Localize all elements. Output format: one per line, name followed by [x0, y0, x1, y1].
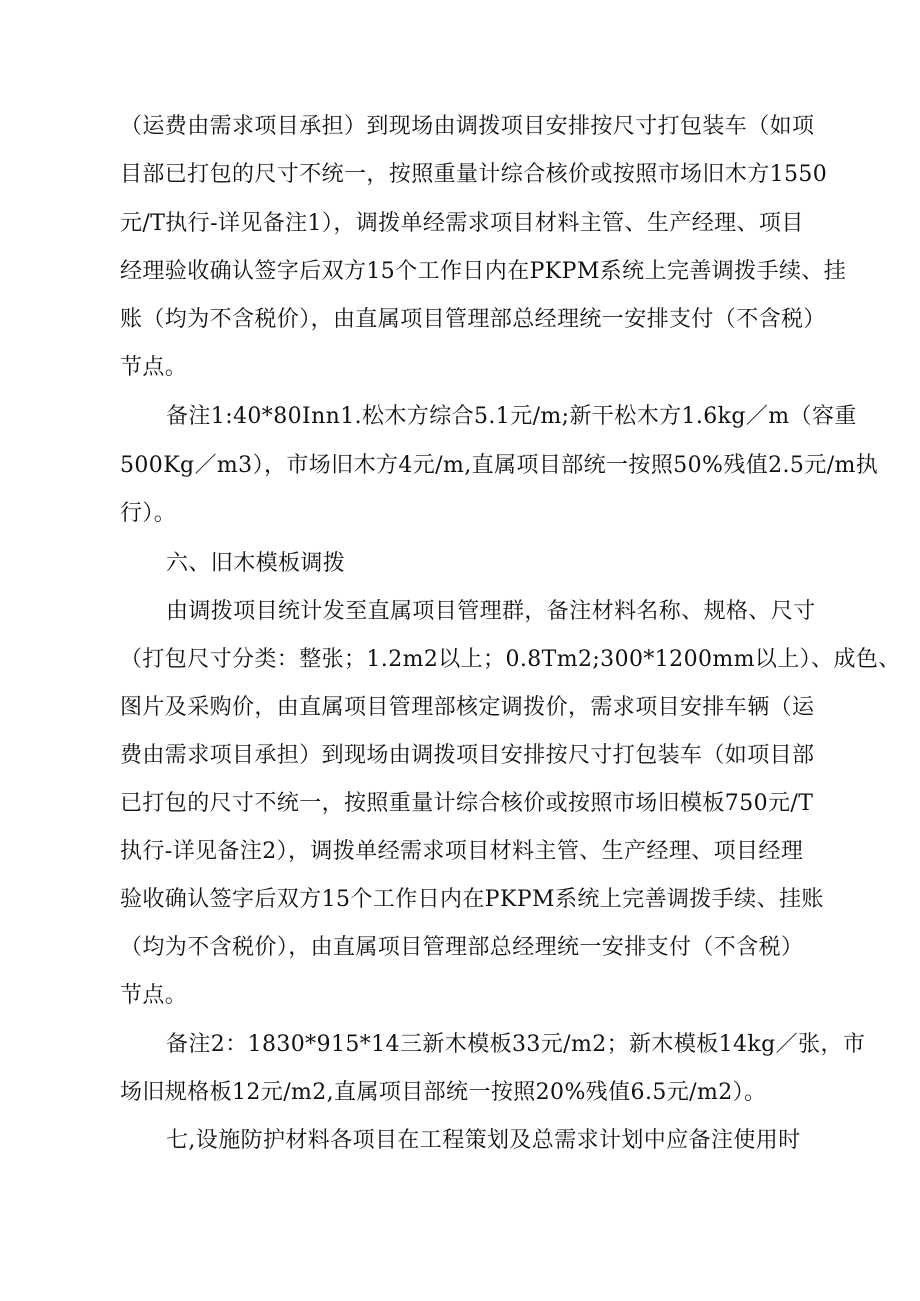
paragraph-line: 费由需求项目承担）到现场由调拨项目安排按尺寸打包装车（如项目部: [120, 743, 815, 768]
paragraph-line: （打包尺寸分类：整张；1.2m2以上；0.8Tm2;300*1200mm以上）、成色、: [120, 647, 901, 672]
paragraph-line: 由调拨项目统计发至直属项目管理群，备注材料名称、规格、尺寸: [166, 599, 816, 624]
section-heading: 六、旧木模板调拨: [166, 551, 346, 576]
paragraph-line: 节点。: [120, 355, 188, 380]
note-line: 备注2：1830*915*14三新木模板33元/m2；新木模板14kg／张，市: [166, 1032, 866, 1057]
paragraph-line: 验收确认签字后双方15个工作日内在PKPM系统上完善调拨手续、挂账: [120, 887, 824, 912]
paragraph-line: 账（均为不含税价），由直属项目管理部总经理统一安排支付（不含税）: [120, 307, 826, 332]
paragraph-line: 节点。: [120, 983, 188, 1008]
paragraph-line: 经理验收确认签字后双方15个工作日内在PKPM系统上完善调拨手续、挂: [120, 259, 847, 284]
paragraph-line: 图片及采购价，由直属项目管理部核定调拨价，需求项目安排车辆（运: [120, 695, 815, 720]
paragraph-line: 元/T执行-详见备注1），调拨单经需求项目材料主管、生产经理、项目: [120, 211, 804, 236]
paragraph-line: （均为不含税价），由直属项目管理部总经理统一安排支付（不含税）: [120, 935, 804, 960]
note-line: 行）。: [120, 501, 177, 526]
note-line: 备注1:40*80Inn1.松木方综合5.1元/m;新干松木方1.6kg／m（容重: [166, 404, 857, 429]
paragraph-line: 七,设施防护材料各项目在工程策划及总需求计划中应备注使用时: [166, 1128, 801, 1153]
note-line: 场旧规格板12元/m2,直属项目部统一按照20%残值6.5元/m2）。: [120, 1080, 767, 1105]
paragraph-line: 已打包的尺寸不统一，按照重量计综合核价或按照市场旧模板750元/T: [120, 791, 814, 816]
paragraph-line: （运费由需求项目承担）到现场由调拨项目安排按尺寸打包装车（如项: [120, 114, 815, 139]
paragraph-line: 执行-详见备注2），调拨单经需求项目材料主管、生产经理、项目经理: [120, 839, 804, 864]
paragraph-line: 目部已打包的尺寸不统一，按照重量计综合核价或按照市场旧木方1550: [120, 162, 828, 187]
note-line: 500Kg／m3），市场旧木方4元/m,直属项目部统一按照50%残值2.5元/m执: [120, 453, 879, 478]
